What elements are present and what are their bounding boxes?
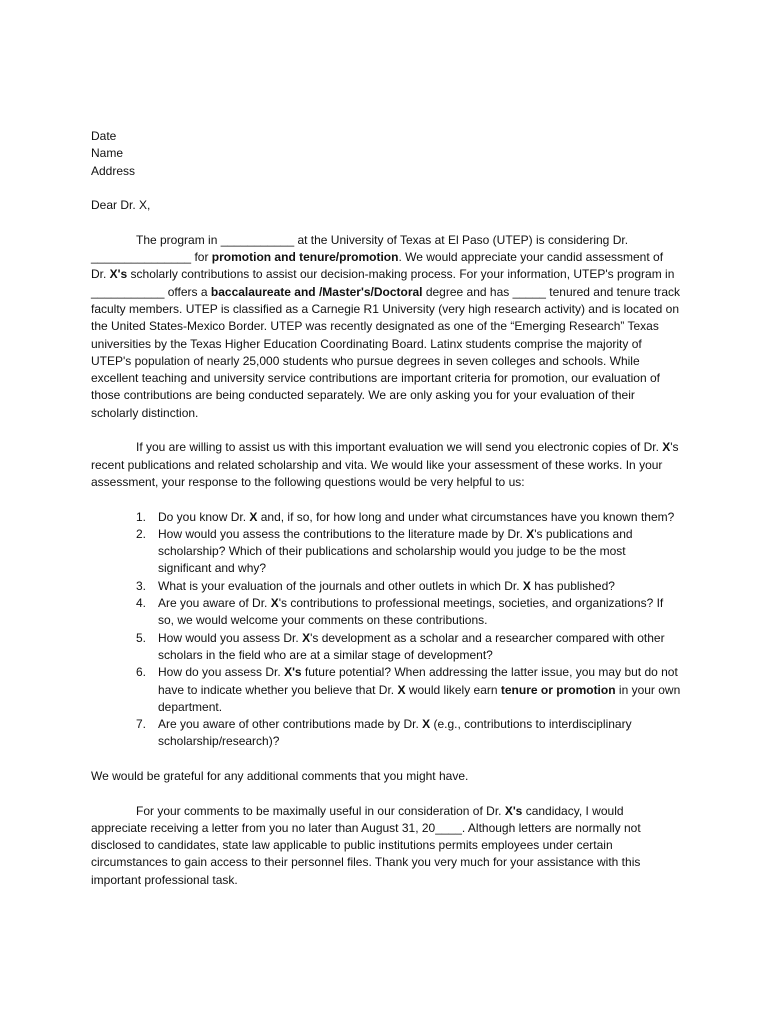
question-text: (e.g., contributions to interdisciplinary scholarship/research)?	[158, 717, 632, 749]
intro-text-2: . We would appreciate your candid assessment of Dr.	[91, 250, 664, 282]
question-bold: X	[270, 596, 279, 611]
question-number: 5.	[136, 630, 147, 645]
question-bold: tenure or promotion	[500, 682, 616, 697]
request-text-1: If you are willing to assist us with this important evaluation we will send you electronic copies of Dr.	[136, 440, 663, 455]
question-bold: X	[249, 509, 258, 524]
question-text: 's contributions to professional meetings, societies, and organizations? If so, we would welcome your comments on these contributions.	[158, 596, 664, 628]
address-line: Address	[91, 163, 136, 178]
closing-bold-candidate: X's	[504, 803, 523, 818]
question-text: How would you assess the contributions to the literature made by Dr.	[158, 526, 527, 541]
request-paragraph	[91, 439, 681, 491]
question-text: has published?	[530, 578, 615, 593]
question-bold: X	[422, 717, 431, 732]
closing-text-2: candidacy, I would appreciate receiving a letter from you no later than August 31, 20____. Although letters are normally not disclosed to candidates, state law applicable to public institutions permits employees under certain circumstances to gain access to their personnel files. Thank you very much for your assistance with this important professional task.	[91, 803, 641, 887]
question-text: 's publications and scholarship? Which of their publications and scholarship would you judge to be the most significant and why?	[158, 526, 633, 576]
intro-text-4: degree and has _____ tenured and tenure track faculty members. UTEP is classified as a Carnegie R1 University (very high research activity) and is located on the United States-Mexico Border. UTEP was recently designated as one of the “Emerging Research” Texas universities by the Texas Higher Education Coordinating Board. Latinx students comprise the majority of UTEP's population of nearly 25,000 students who pursue degrees in seven colleges and schools. While excellent teaching and university service contributions are important criteria for promotion, our evaluation of those contributions are being conducted separately. We are only asking you for your evaluation of their scholarly distinction.	[91, 284, 681, 420]
request-bold-candidate: X	[662, 440, 671, 455]
question-item	[91, 509, 681, 526]
question-bold: X	[522, 578, 531, 593]
question-item	[91, 664, 681, 716]
question-number: 7.	[136, 717, 147, 732]
question-text: What is your evaluation of the journals and other outlets in which Dr.	[158, 578, 523, 593]
intro-text-3: scholarly contributions to assist our decision-making process. For your information, UTEP's program in ___________ offers a	[91, 267, 675, 299]
question-item	[91, 578, 681, 595]
intro-bold-promotion: promotion and tenure/promotion	[211, 250, 399, 265]
question-bold: X's	[284, 665, 302, 680]
question-item	[91, 526, 681, 578]
closing-paragraph	[91, 803, 681, 889]
question-number: 3.	[136, 578, 147, 593]
question-number: 4.	[136, 596, 147, 611]
question-number: 1.	[136, 509, 147, 524]
intro-bold-degrees: baccalaureate and /Master's/Doctoral	[210, 284, 423, 299]
comments-paragraph: We would be grateful for any additional comments that you might have.	[91, 768, 469, 783]
question-text: and, if so, for how long and under what circumstances have you known them?	[257, 509, 675, 524]
date-line: Date	[91, 129, 117, 143]
question-text: How do you assess Dr.	[158, 665, 285, 680]
question-text: future potential? When addressing the latter issue, you may but do not have to indicate whether you believe that Dr.	[158, 665, 678, 697]
question-item	[91, 595, 681, 630]
letter-template	[91, 128, 681, 889]
question-text: 's development as a scholar and a researcher compared with other scholars in the field who are at a similar stage of development?	[158, 630, 665, 662]
question-bold: X	[397, 682, 406, 697]
question-text: would likely earn	[405, 682, 501, 697]
closing-text-1: For your comments to be maximally useful in our consideration of Dr.	[136, 803, 505, 818]
question-item	[91, 716, 681, 751]
intro-paragraph	[91, 232, 681, 422]
intro-text-1: The program in ___________ at the University of Texas at El Paso (UTEP) is considering Dr. _______________ for	[91, 232, 629, 265]
question-number: 6.	[136, 665, 147, 680]
questions-list	[91, 509, 681, 751]
question-text: Are you aware of other contributions made by Dr.	[158, 717, 423, 732]
question-bold: X	[526, 526, 535, 541]
question-item	[91, 630, 681, 665]
name-line: Name	[91, 146, 124, 161]
request-text-2: 's recent publications and related scholarship and vita. We would like your assessment of these works. In your assessment, your response to the following questions would be very helpful to us:	[91, 440, 679, 489]
question-text: How would you assess Dr.	[158, 630, 303, 645]
question-text: Are you aware of Dr.	[158, 596, 271, 611]
question-bold: X	[302, 630, 311, 645]
question-text: in your own department.	[158, 682, 681, 714]
question-number: 2.	[136, 526, 147, 541]
salutation: Dear Dr. X,	[91, 198, 151, 213]
intro-bold-candidate: X's	[109, 267, 128, 282]
question-text: Do you know Dr.	[158, 509, 250, 524]
